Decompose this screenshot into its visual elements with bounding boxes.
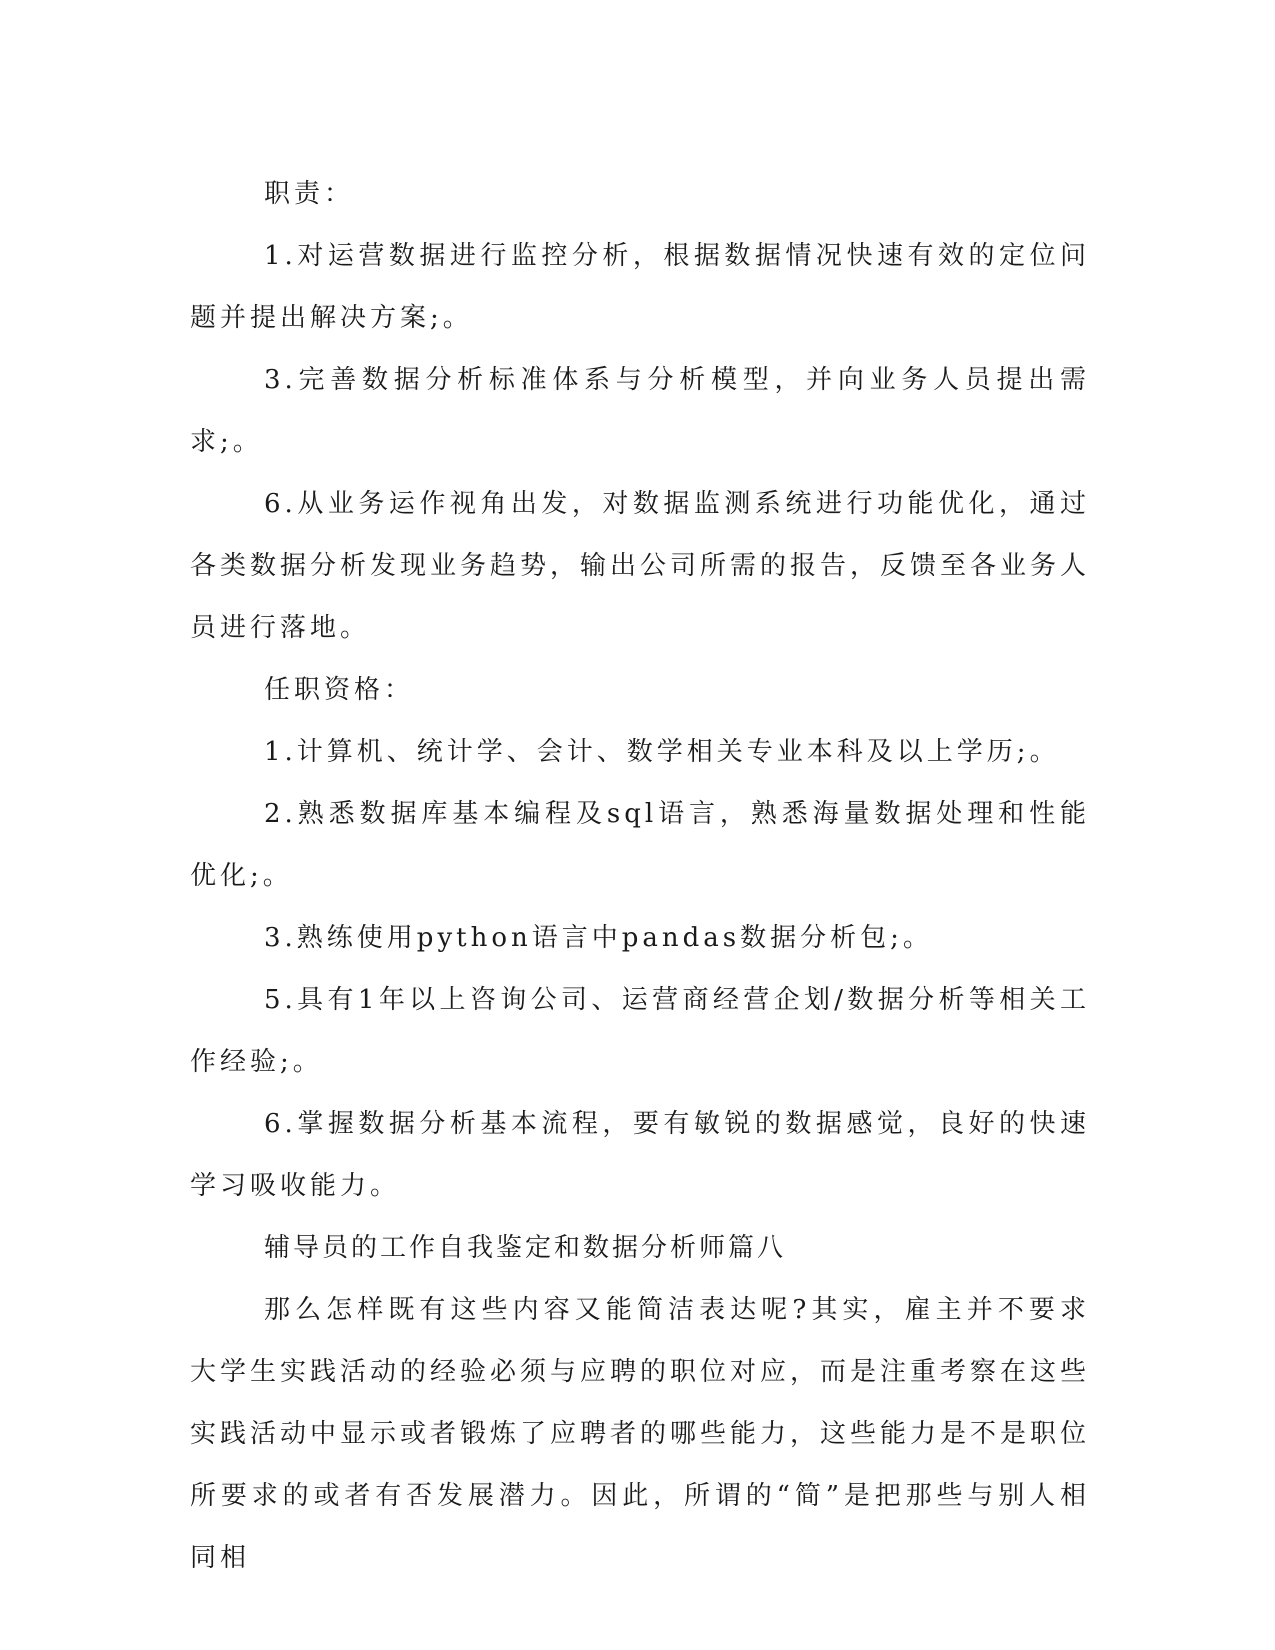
body-paragraph: 那么怎样既有这些内容又能简洁表达呢?其实，雇主并不要求大学生实践活动的经验必须与应聘的职位对应，而是注重考察在这些实践活动中显示或者锻炼了应聘者的哪些能力，这些能力是不是职位所要求的或者有否发展潜力。因此，所谓的“简”是把那些与别人相同相 [190, 1295, 1091, 1573]
qualification-item-6: 6.掌握数据分析基本流程，要有敏锐的数据感觉，良好的快速学习吸收能力。 [190, 1109, 1090, 1201]
qualification-item-1: 1.计算机、统计学、会计、数学相关专业本科及以上学历;。 [264, 737, 1060, 767]
section-label-qualifications: 任职资格： [264, 675, 415, 705]
document-body [190, 163, 1090, 1589]
qualification-item-3: 3.熟练使用python语言中pandas数据分析包;。 [264, 923, 933, 953]
duty-item-3: 3.完善数据分析标准体系与分析模型，并向业务人员提出需求;。 [190, 365, 1090, 457]
section-label-duties: 职责： [264, 179, 355, 209]
duty-item-1: 1.对运营数据进行监控分析，根据数据情况快速有效的定位问题并提出解决方案;。 [190, 241, 1090, 333]
duty-item-6: 6.从业务运作视角出发，对数据监测系统进行功能优化，通过各类数据分析发现业务趋势，输出公司所需的报告，反馈至各业务人员进行落地。 [190, 489, 1091, 643]
qualification-item-5: 5.具有1年以上咨询公司、运营商经营企划/数据分析等相关工作经验;。 [190, 985, 1090, 1077]
article-heading: 辅导员的工作自我鉴定和数据分析师篇八 [264, 1233, 787, 1263]
qualification-item-2: 2.熟悉数据库基本编程及sql语言，熟悉海量数据处理和性能优化;。 [190, 799, 1090, 891]
